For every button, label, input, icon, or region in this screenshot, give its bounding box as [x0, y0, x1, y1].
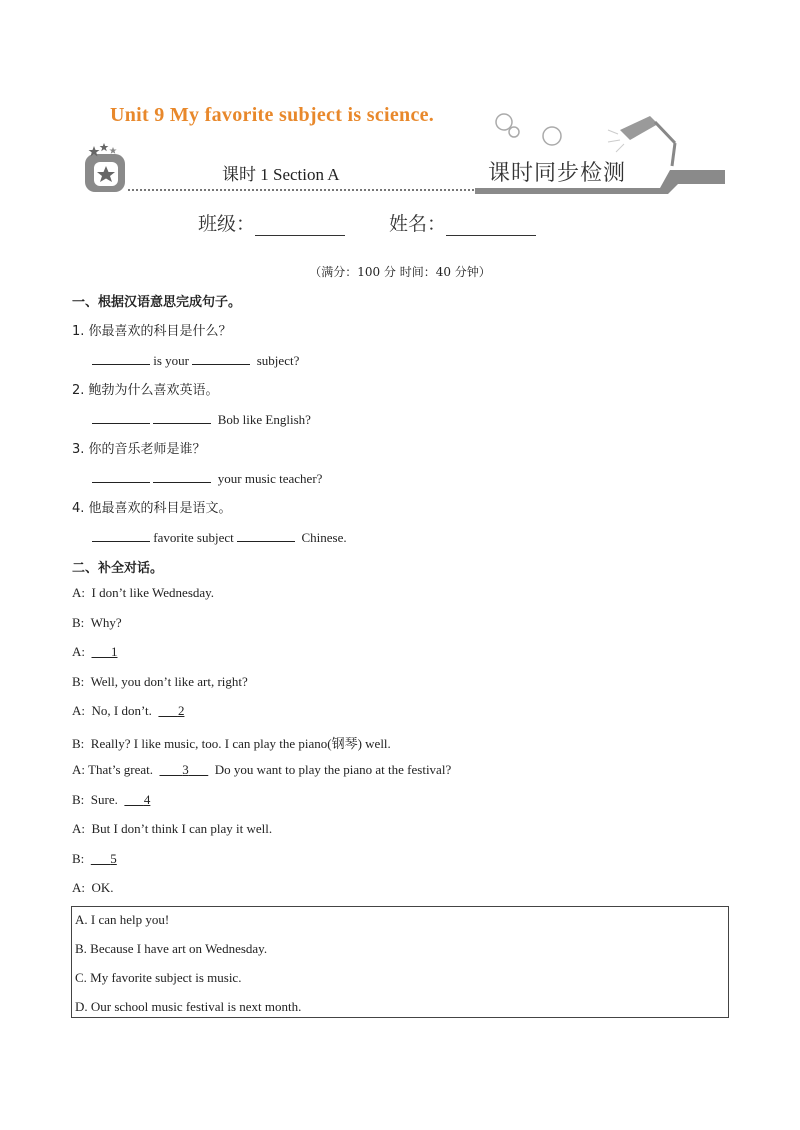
option-c: C. My favorite subject is music.	[75, 970, 242, 985]
dialogue-line-1: A: I don’t like Wednesday.	[72, 585, 215, 600]
blank-4[interactable]: 4	[143, 792, 151, 807]
dialogue-line-6: B: Really? I like music, too. I can play the piano(钢琴) well.	[72, 736, 391, 751]
q2-english: Bob like English?	[92, 409, 311, 428]
q4-blank-1[interactable]	[92, 527, 150, 542]
q4-chinese: 4. 他最喜欢的科目是语文。	[72, 501, 232, 516]
dialogue-line-9: A: But I don’t think I can play it well.	[72, 821, 273, 836]
q3-chinese: 3. 你的音乐老师是谁？	[72, 442, 206, 457]
section1-title: 一、根据汉语意思完成句子。	[72, 295, 242, 310]
q1-english: is your subject?	[92, 350, 299, 369]
blank-5[interactable]: 5	[110, 851, 117, 866]
class-field[interactable]	[255, 217, 345, 236]
q1-chinese: 1. 你最喜欢的科目是什么？	[72, 324, 232, 339]
blank-1[interactable]: 1	[111, 644, 118, 659]
brand-title: 课时同步检测	[488, 161, 627, 186]
class-label: 班级：	[198, 213, 256, 235]
q3-english: your music teacher?	[92, 468, 322, 487]
unit-title: Unit 9 My favorite subject is science.	[110, 104, 435, 126]
name-field[interactable]	[446, 217, 536, 236]
blank-2[interactable]: 2	[177, 703, 185, 718]
q2-chinese: 2. 鲍勃为什么喜欢英语。	[72, 383, 219, 398]
q1-blank-2[interactable]	[192, 350, 250, 365]
option-b: B. Because I have art on Wednesday.	[75, 941, 268, 956]
q2-blank-2[interactable]	[153, 409, 211, 424]
dialogue-line-5: A: No, I don’t. 2	[72, 703, 185, 718]
option-a: A. I can help you!	[75, 912, 170, 927]
q2-blank-1[interactable]	[92, 409, 150, 424]
q4-english: favorite subject Chinese.	[92, 527, 347, 546]
dialogue-line-10: B: 5	[72, 851, 117, 866]
q1-blank-1[interactable]	[92, 350, 150, 365]
q3-blank-2[interactable]	[153, 468, 211, 483]
lesson-label: 课时 1 Section A	[222, 165, 340, 184]
dialogue-line-8: B: Sure. 4	[72, 792, 151, 807]
dialogue-line-11: A: OK.	[72, 880, 114, 895]
dialogue-line-7: A: That’s great. 3 Do you want to play the piano at the festival?	[72, 762, 452, 777]
option-d: D. Our school music festival is next month.	[75, 999, 302, 1014]
banner-graphic	[80, 140, 725, 200]
section2-title: 二、补全对话。	[72, 561, 164, 576]
name-label: 姓名：	[389, 213, 447, 235]
options-box	[71, 906, 729, 1018]
dialogue-line-3: A: 1	[72, 644, 118, 659]
dialogue-line-4: B: Well, you don’t like art, right?	[72, 674, 248, 689]
q4-blank-2[interactable]	[237, 527, 295, 542]
exam-meta: （满分：100 分 时间：40 分钟）	[309, 265, 491, 279]
student-fields	[198, 209, 536, 236]
blank-3[interactable]: 3	[182, 762, 189, 777]
q3-blank-1[interactable]	[92, 468, 150, 483]
dialogue-line-2: B: Why?	[72, 615, 122, 630]
